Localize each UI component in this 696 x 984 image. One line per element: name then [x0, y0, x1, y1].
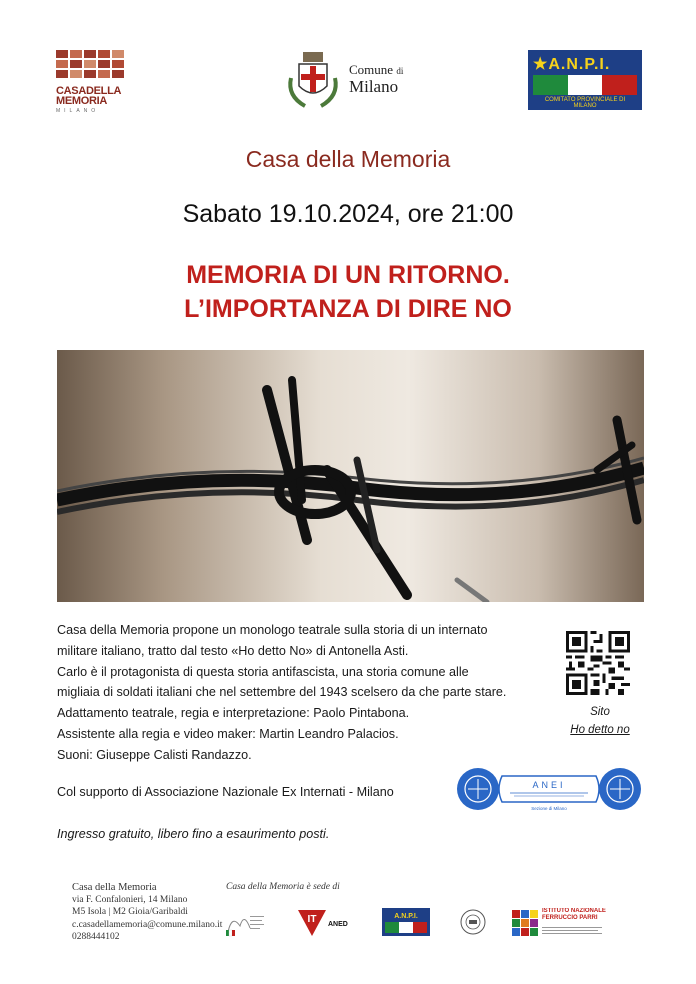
qr-site-link[interactable]: Ho detto no	[570, 724, 630, 736]
casa-della-memoria-logo	[56, 50, 126, 112]
istituto-parri-logo	[512, 906, 612, 938]
footer-address-line: via F. Confalonieri, 14 Milano	[72, 895, 188, 906]
anpi-logo-title: ★A.N.P.I.	[533, 56, 611, 73]
milano-logo-line1: Comune di	[349, 62, 404, 77]
barbed-wire-icon	[57, 350, 644, 602]
anei-logo-sub: Sezione di Milano	[531, 806, 567, 811]
footer-address-line: M5 Isola | M2 Gioia/Garibaldi	[72, 907, 188, 918]
footer-address-line: Casa della Memoria	[72, 882, 157, 893]
footer-address	[72, 882, 232, 943]
description-line: Adattamento teatrale, regia e interpretazione: Paolo Pintabona.	[57, 706, 410, 721]
milano-crest-icon	[283, 48, 343, 112]
anei-logo	[456, 766, 642, 812]
description-line: Assistente alla regia e video maker: Martin Leandro Palacios.	[57, 726, 399, 741]
milano-logo-line2: Milano	[349, 77, 399, 96]
casa-logo-text	[56, 86, 126, 116]
event-date: Sabato 19.10.2024, ore 21:00	[182, 200, 514, 228]
italian-flag-icon	[533, 75, 637, 95]
brick-grid-icon	[56, 50, 126, 86]
qr-code-icon[interactable]	[566, 631, 630, 695]
aned-logo-text: ANED	[328, 921, 348, 928]
description-line: Suoni: Giuseppe Calisti Randazzo.	[57, 747, 252, 762]
barbed-wire-photo	[57, 350, 644, 602]
anei-logo-title: ANEI	[532, 780, 566, 790]
event-description	[57, 620, 557, 766]
svg-text:IT: IT	[307, 914, 317, 925]
anpi-logo	[528, 50, 642, 110]
comune-milano-logo	[283, 48, 413, 112]
parri-logo-text: ISTITUTO NAZIONALE FERRUCCIO PARRI	[542, 908, 606, 921]
support-credit: Col supporto di Associazione Nazionale Ex Internati - Milano	[57, 785, 394, 799]
footer-email[interactable]: c.casadellamemoria@comune.milano.it	[72, 919, 223, 930]
association-logo-1	[224, 906, 268, 938]
qr-site-label: Sito	[590, 706, 610, 718]
anpi-logo-subtitle: COMITATO PROVINCIALE DI MILANO	[544, 97, 626, 109]
description-line: migliaia di soldati italiani che nel settembre del 1943 scelsero da che parte stare.	[57, 685, 507, 700]
description-line: Carlo è il protagonista di questa storia antifascista, una storia comune alle	[57, 664, 469, 679]
casa-logo-line2: MEMORIA	[56, 95, 108, 107]
anpi-small-logo-text: A.N.P.I.	[394, 913, 418, 920]
anpi-small-logo	[382, 906, 430, 938]
aned-logo	[296, 906, 356, 938]
event-title-line1: MEMORIA DI UN RITORNO.	[186, 261, 510, 289]
association-seal-icon	[458, 906, 488, 938]
members-intro: Casa della Memoria è sede di	[226, 882, 340, 892]
event-title-line2: L’IMPORTANZA DI DIRE NO	[184, 295, 512, 323]
casa-logo-line1: CASADELLA	[56, 85, 122, 97]
description-line: Casa della Memoria propone un monologo teatrale sulla storia di un internato	[57, 623, 488, 637]
entry-info: Ingresso gratuito, libero fino a esaurimento posti.	[57, 827, 330, 841]
description-line: militare italiano, tratto dal testo «Ho detto No» di Antonella Asti.	[57, 643, 409, 658]
venue-title: Casa della Memoria	[245, 146, 451, 172]
footer-phone: 0288444102	[72, 931, 120, 942]
casa-logo-sub: MILANO	[56, 108, 100, 114]
event-title	[0, 258, 696, 326]
